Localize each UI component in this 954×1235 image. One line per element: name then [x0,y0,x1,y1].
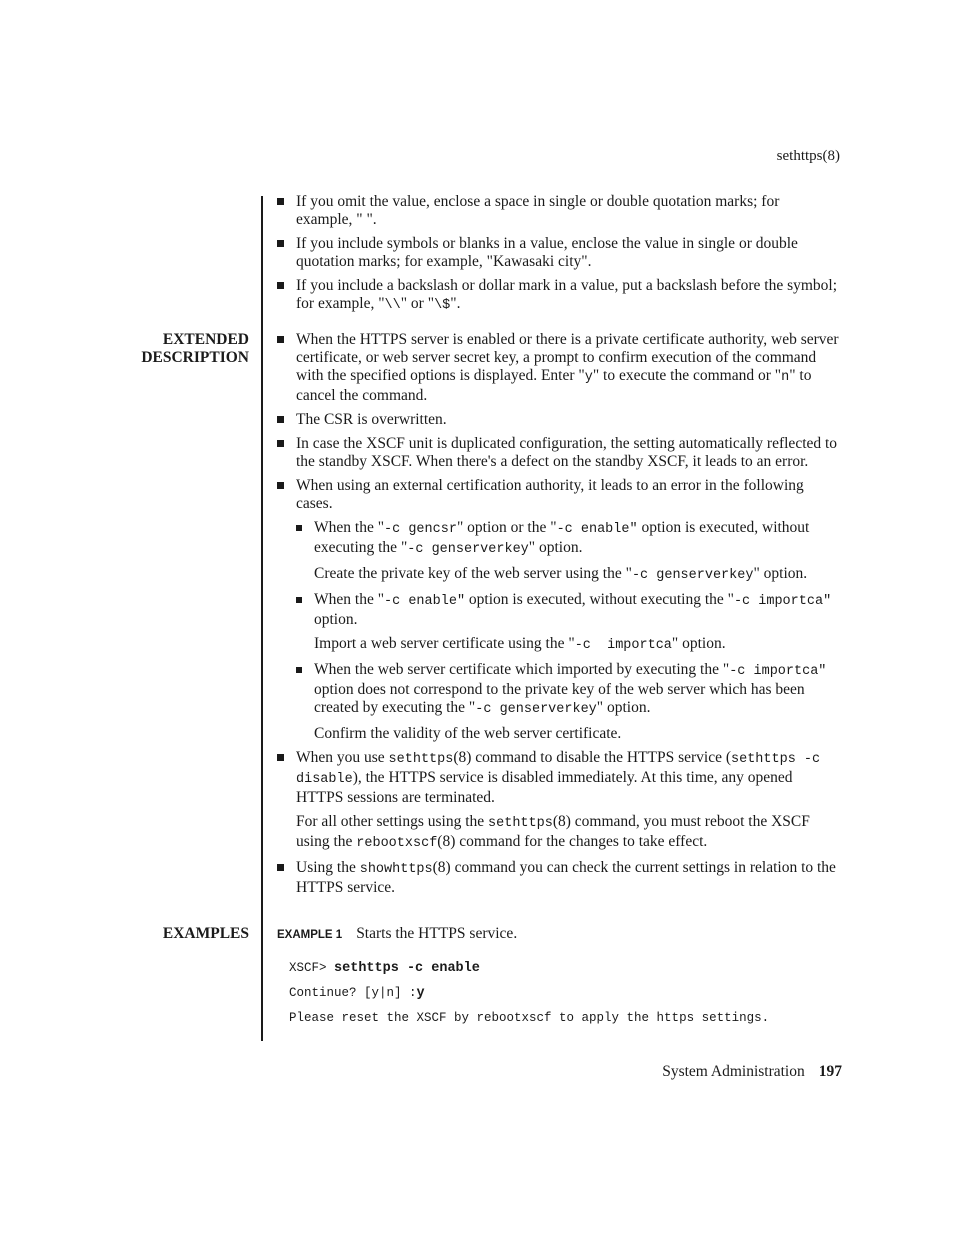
item-text: For all other settings using the [296,813,489,830]
item-note [277,813,839,853]
list-item [277,435,839,471]
bullet-icon [296,597,302,603]
item-text: When you use [296,749,389,766]
item-text: " option or the " [456,519,557,536]
item-text: option. [314,611,358,628]
code-text: sethttps [388,752,454,767]
page-number: 197 [818,1063,842,1080]
item-text: " option. [671,635,726,652]
intro-list [277,193,839,321]
item-text: option is executed, without executing the " [465,591,734,608]
list-item [277,277,839,315]
sub-note [277,725,839,743]
code-text: n [781,370,790,385]
sub-list-item [277,591,839,629]
code-text: \$ [434,298,451,313]
code-text: -c genserverkey [475,702,597,717]
examples-heading: EXAMPLES [162,925,249,942]
code-text: -c enable" [556,522,638,537]
list-item [277,235,839,271]
sub-note [277,565,839,585]
item-text: " or " [400,295,435,312]
list-item [277,477,839,513]
code-text: -c importca" [729,664,827,679]
item-text: When using an external certification authority, it leads to an error in the following cases. [296,477,804,512]
item-text: ), the HTTPS service is disabled immediately. At this time, any opened HTTPS sessions are terminated. [296,769,793,806]
code-text: showhttps [359,862,433,877]
item-text: (8) command to disable the HTTPS service ( [453,749,731,766]
item-text: Confirm the validity of the web server certificate. [314,725,622,742]
section-rule [261,196,263,1041]
code-continue-prompt: Continue? [y|n] : [289,986,417,1000]
list-item [277,749,839,807]
bullet-icon [277,754,284,761]
item-text: " to cancel the command. [296,367,812,404]
item-text: (8) command you can check the current settings in relation to the HTTPS service. [296,859,836,896]
item-text: option is executed, without executing the " [314,519,810,556]
item-text: When the " [314,591,385,608]
item-text: The CSR is overwritten. [296,411,447,428]
code-answer: y [416,986,425,1001]
code-text: -c gencsr [384,522,457,537]
bullet-icon [277,198,284,205]
code-output-line: Please reset the XSCF by rebootxscf to apply the https settings. [289,1011,770,1025]
heading-line: EXTENDED [162,331,249,348]
extended-description-heading [141,331,249,367]
sub-note [277,635,839,655]
bullet-icon [277,416,284,423]
code-text: -c importca" [733,594,832,609]
item-text: Using the [296,859,360,876]
item-text: " option. [753,565,808,582]
code-command: sethttps -c enable [334,961,480,976]
bullet-icon [277,440,284,447]
item-text: " option. [596,699,651,716]
extended-description-body [277,331,839,903]
bullet-icon [277,240,284,247]
code-text: -c genserverkey [407,542,529,557]
code-text: -c enable" [384,594,466,609]
bullet-icon [277,282,284,289]
item-text: Create the private key of the web server using the " [314,565,632,582]
heading-line: DESCRIPTION [141,349,249,366]
code-text: y [584,370,593,385]
code-continue-line [289,986,425,1001]
item-text: (8) command, you must reboot the XSCF using the [296,813,810,850]
item-text: " to execute the command or " [592,367,782,384]
bullet-icon [277,336,284,343]
item-text: option does not correspond to the private key of the web server which has been created by executing the " [314,681,805,716]
item-text: In case the XSCF unit is duplicated configuration, the setting automatically reflected to the standby XSCF. When there's a defect on the standby XSCF, it leads to an error. [296,435,838,470]
running-header: sethttps(8) [776,148,840,164]
code-text: -c genserverkey [631,568,754,583]
item-text: When the HTTPS server is enabled or there is a private certificate authority, web server certificate, or web server secret key, a prompt to confirm execution of the command with the specified options is displayed. Enter " [296,331,839,384]
bullet-icon [296,525,302,531]
example-caption-text: Starts the HTTPS service. [356,925,518,942]
list-item [277,331,839,405]
bullet-icon [277,864,284,871]
list-item [277,859,839,897]
item-text: When the web server certificate which imported by executing the " [314,661,730,678]
item-text: (8) command for the changes to take effect. [437,833,708,850]
example-label: EXAMPLE 1 [277,929,343,941]
item-text: Import a web server certificate using the " [314,635,575,652]
sub-list-item [277,519,839,559]
sub-list-item [277,661,839,719]
list-item [277,193,839,229]
page-footer [662,1063,842,1081]
code-prompt: XSCF> [289,961,327,975]
list-item [277,411,839,429]
code-command-line [289,961,480,976]
code-text: -c importca [574,638,672,653]
item-text: " option. [528,539,583,556]
example-caption [277,925,839,944]
item-text: If you include a backslash or dollar mark in a value, put a backslash before the symbol; for example, " [296,277,838,312]
item-text: ". [450,295,461,312]
item-text: When the " [314,519,385,536]
code-text: sethttps -c disable [296,752,821,787]
bullet-icon [277,482,284,489]
code-text: sethttps [488,816,553,831]
bullet-icon [296,667,302,673]
item-text: If you include symbols or blanks in a value, enclose the value in single or double quotation marks; for example, "Kawasaki city". [296,235,798,270]
footer-title: System Administration [662,1063,805,1080]
item-text: If you omit the value, enclose a space in single or double quotation marks; for example, " ". [296,193,780,228]
code-text: rebootxscf [356,836,438,851]
code-text: \\ [384,298,401,313]
